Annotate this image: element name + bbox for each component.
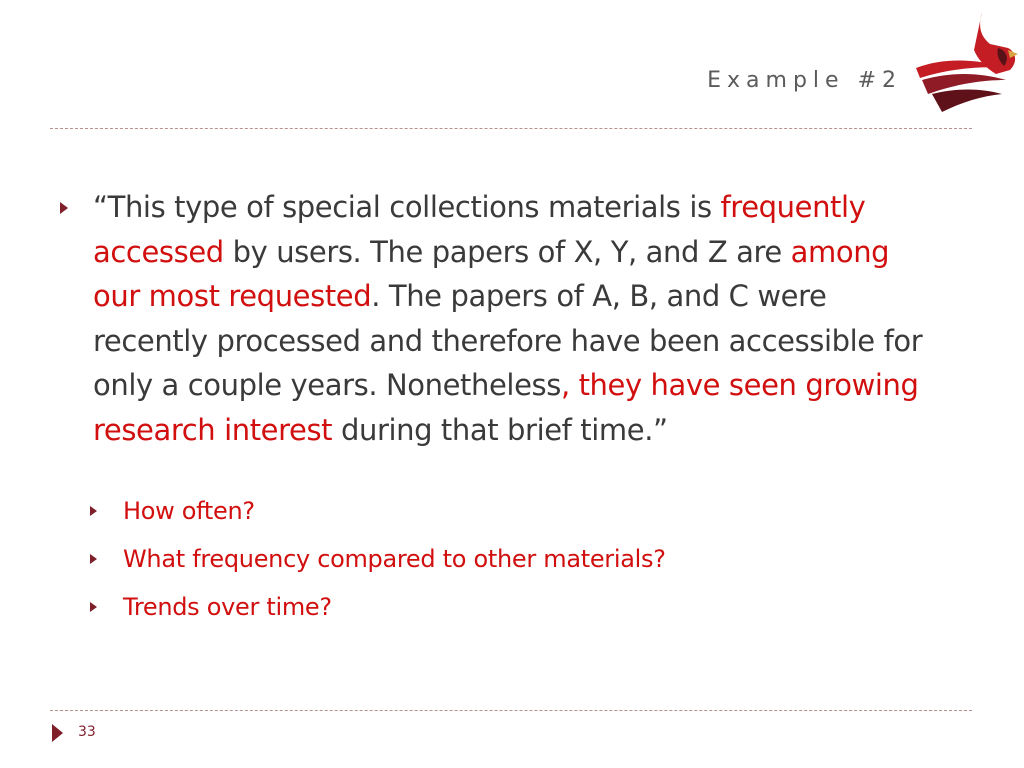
bullet-arrow-icon — [60, 202, 68, 214]
quote-phrase: . The papers of A, B, and C were recently processed and therefore have been accessible for only a couple years. Nonetheless — [93, 279, 923, 402]
highlighted-phrase: , they have seen growing research interest — [93, 368, 919, 447]
sub-bullet-text: What frequency compared to other materials? — [123, 545, 666, 573]
quote-bullet — [60, 185, 940, 452]
quote-phrase: by users. The papers of X, Y, and Z are — [223, 234, 791, 269]
main-content — [60, 185, 940, 636]
quote-phrase: “This type of special collections materials is — [93, 190, 721, 224]
quote-text — [93, 185, 940, 452]
highlighted-phrase: frequently accessed — [93, 190, 866, 269]
bullet-arrow-icon — [90, 554, 97, 564]
sub-bullet-text: Trends over time? — [123, 593, 332, 621]
page-number: 33 — [78, 724, 96, 740]
bullet-arrow-icon — [90, 506, 97, 516]
sub-bullet-list — [60, 492, 940, 626]
highlighted-phrase: among our most requested — [93, 234, 890, 313]
footer-divider — [50, 710, 972, 711]
footer-arrow-icon — [52, 724, 63, 742]
sub-bullet-text: How often? — [123, 497, 255, 525]
cardinal-logo-icon — [912, 8, 1018, 118]
sub-bullet-item — [90, 540, 940, 578]
sub-bullet-item — [90, 492, 940, 530]
bullet-arrow-icon — [90, 602, 97, 612]
slide-title: Example #2 — [707, 68, 902, 93]
sub-bullet-item — [90, 588, 940, 626]
header-divider — [50, 128, 972, 129]
quote-phrase: during that brief time.” — [332, 412, 668, 447]
